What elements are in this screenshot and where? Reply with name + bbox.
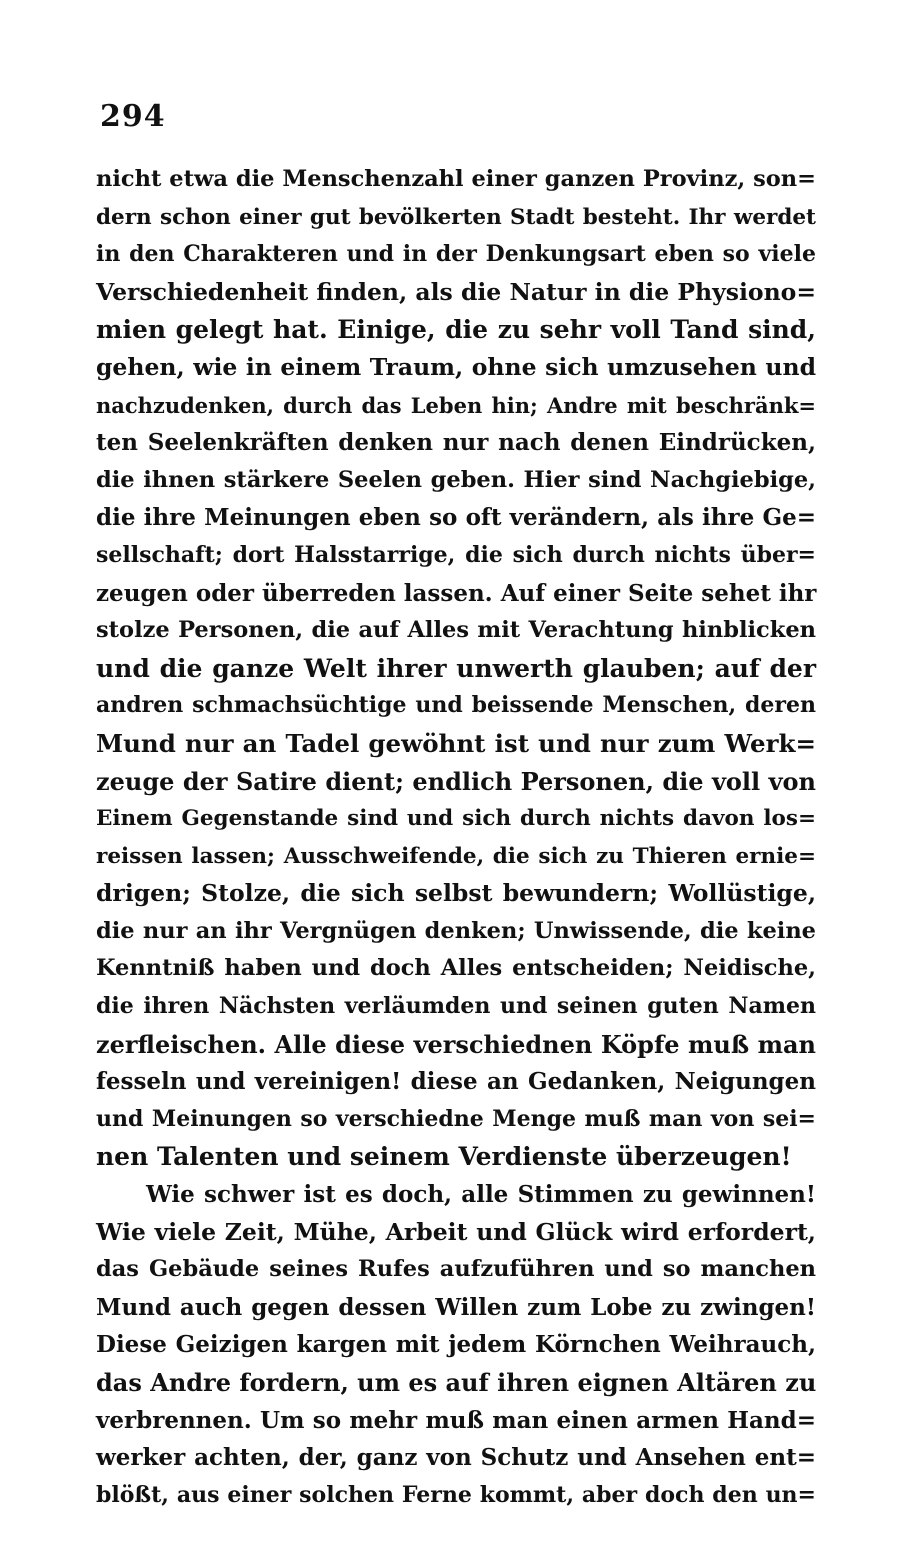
- text-line: Einem Gegenstande sind und sich durch nichts davon los=: [96, 806, 816, 832]
- text-line: fesseln und vereinigen! diese an Gedanken, Neigungen: [96, 1068, 816, 1096]
- text-line: sellschaft; dort Halsstarrige, die sich durch nichts über=: [96, 541, 816, 568]
- text-line: und die ganze Welt ihrer unwerth glauben; auf der: [96, 653, 816, 683]
- text-line: zeuge der Satire dient; endlich Personen, die voll von: [96, 766, 816, 796]
- text-line: Verschiedenheit finden, als die Natur in die Physiono=: [96, 277, 817, 306]
- text-line: Diese Geizigen kargen mit jedem Körnchen Weihrauch,: [96, 1331, 816, 1359]
- text-line: die ihren Nächsten verläumden und seinen guten Namen: [96, 993, 816, 1020]
- text-line: das Gebäude seines Rufes aufzuführen und so manchen: [96, 1256, 816, 1283]
- text-line: und Meinungen so verschiedne Menge muß man von sei=: [96, 1105, 816, 1132]
- text-line: die ihre Meinungen eben so oft verändern, als ihre Ge=: [96, 504, 816, 532]
- text-line: andren schmachsüchtige und beissende Menschen, deren: [96, 692, 816, 719]
- text-line: Mund auch gegen dessen Willen zum Lobe zu zwingen!: [96, 1293, 816, 1321]
- text-line: werker achten, der, ganz von Schutz und Ansehen ent=: [96, 1444, 816, 1472]
- text-line: zerfleischen. Alle diese verschiednen Köpfe muß man: [96, 1029, 816, 1059]
- text-line: nachzudenken, durch das Leben hin; Andre mit beschränk=: [96, 392, 816, 418]
- text-line: die ihnen stärkere Seelen geben. Hier sind Nachgiebige,: [96, 466, 816, 493]
- text-line: in den Charakteren und in der Denkungsart eben so viele: [96, 241, 816, 268]
- paragraph-start-line: Wie schwer ist es doch, alle Stimmen zu gewinnen!: [146, 1181, 816, 1209]
- text-line: blößt, aus einer solchen Ferne kommt, aber doch den un=: [96, 1481, 816, 1508]
- text-line: drigen; Stolze, die sich selbst bewundern; Wollüstige,: [96, 879, 816, 908]
- text-line: reissen lassen; Ausschweifende, die sich zu Thieren ernie=: [96, 843, 816, 869]
- text-line: stolze Personen, die auf Alles mit Verachtung hinblicken: [96, 617, 816, 644]
- text-line: mien gelegt hat. Einige, die zu sehr voll Tand sind,: [96, 315, 816, 345]
- paragraph-end-line: nen Talenten und seinem Verdienste überzeugen!: [96, 1142, 792, 1172]
- text-line: verbrennen. Um so mehr muß man einen armen Hand=: [96, 1406, 816, 1434]
- text-line: das Andre fordern, um es auf ihren eignen Altären zu: [96, 1368, 817, 1397]
- text-line: Kenntniß haben und doch Alles entscheiden; Neidische,: [96, 955, 816, 982]
- body-text: [96, 161, 816, 1514]
- text-line: Wie viele Zeit, Mühe, Arbeit und Glück wird erfordert,: [96, 1217, 816, 1246]
- page-number: 294: [100, 99, 166, 134]
- text-line: dern schon einer gut bevölkerten Stadt besteht. Ihr werdet: [96, 204, 816, 230]
- text-line: nicht etwa die Menschenzahl einer ganzen Provinz, son=: [96, 166, 816, 192]
- text-line: zeugen oder überreden lassen. Auf einer Seite sehet ihr: [96, 579, 817, 607]
- text-line: Mund nur an Tadel gewöhnt ist und nur zum Werk=: [96, 728, 816, 758]
- text-line: gehen, wie in einem Traum, ohne sich umzusehen und: [96, 352, 816, 381]
- text-line: die nur an ihr Vergnügen denken; Unwissende, die keine: [96, 917, 816, 944]
- text-line: ten Seelenkräften denken nur nach denen Eindrücken,: [96, 429, 816, 457]
